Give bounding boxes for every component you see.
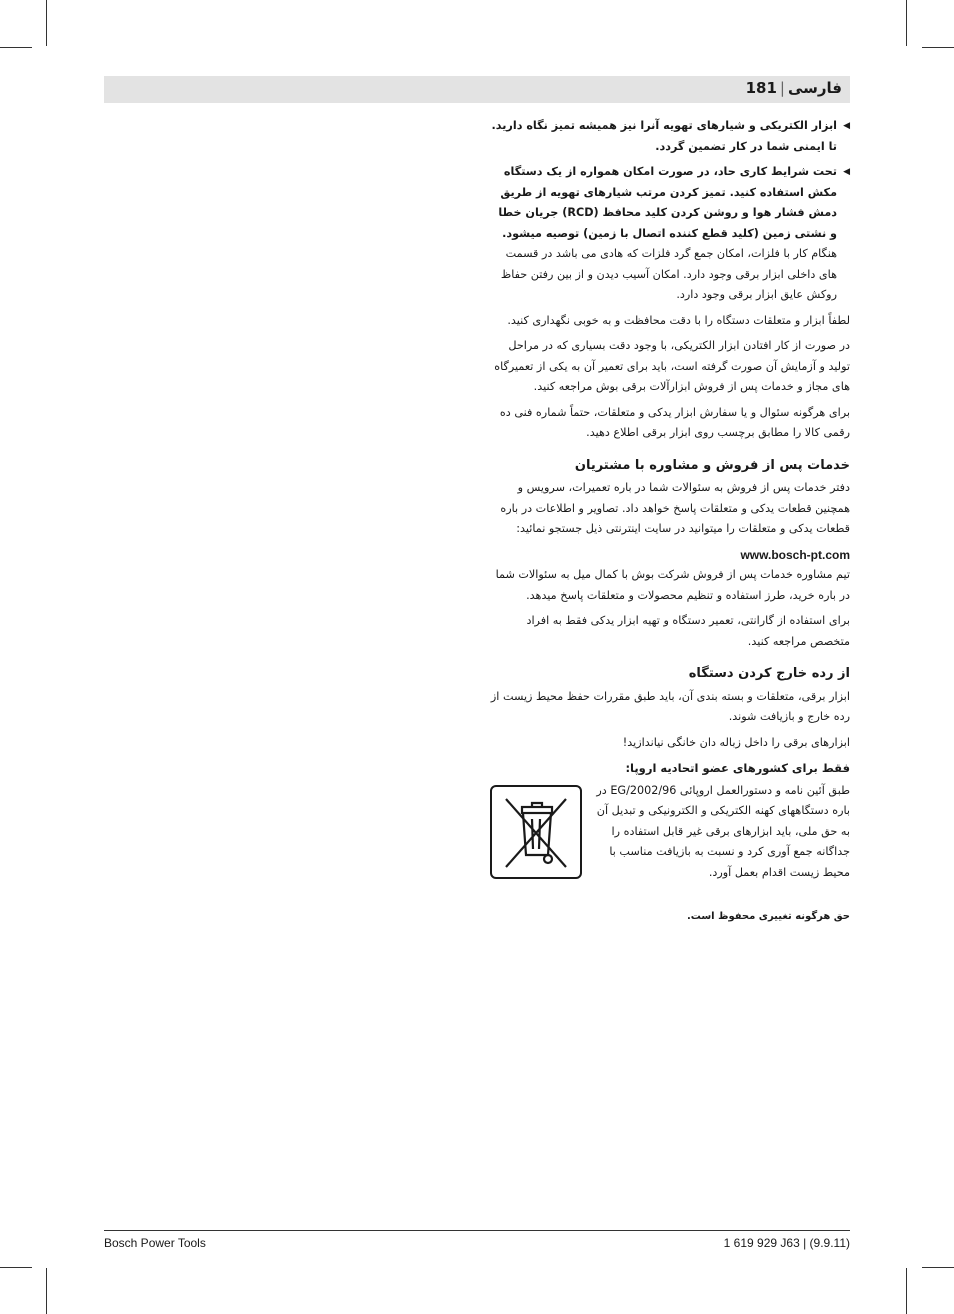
household-waste-warning: ابزارهای برقی را داخل زباله دان خانگی نیاندازید! bbox=[622, 735, 850, 749]
header-label bbox=[746, 79, 842, 97]
bullet-item bbox=[490, 116, 850, 157]
service-heading: خدمات پس از فروش و مشاوره با مشتریان bbox=[574, 457, 850, 473]
page-language: فارسی bbox=[787, 79, 842, 97]
header-separator: | bbox=[779, 79, 785, 97]
disposal-heading: از رده خارج کردن دستگاه bbox=[688, 666, 850, 681]
footer-document-code: 1 619 929 J63 | (9.9.11) bbox=[723, 1236, 850, 1250]
bullet-text: تحت شرایط کاری حاد، در صورت امکان همواره از یک دستگاه مکش استفاده کنید. تمیز کردن مرتب شیارهای تهویه از طریق دمش فشار هوا و روشن کردن کلید محافظ (RCD) جریان خطا و نشتی زمین (کلید قطع کننده اتصال با زمین) توصیه میشود. bbox=[498, 165, 837, 240]
crop-mark bbox=[0, 47, 32, 48]
service-paragraph: دفتر خدمات پس از فروش به سئوالات شما در باره تعمیرات، سرویس و همچنین قطعات یدکی و متعلقات پاسخ خواهد داد. تصاویر و اطلاعات در باره قطعات یدکی و متعلقات را میتوانید در سایت اینترنتی ذیل جستجو نمائید: bbox=[500, 481, 850, 535]
crossed-out-wheelie-bin-icon bbox=[490, 785, 582, 879]
crop-mark bbox=[46, 1268, 47, 1314]
parts-paragraph: برای هرگونه سئوال و یا سفارش ابزار یدکی و متعلقات، حتماً شماره فنی ده رقمی کالا را مطابق برچسب روی ابزار برقی اطلاع دهید. bbox=[499, 405, 850, 439]
eu-directive-text: طبق آئین نامه و دستورالعمل اروپائی 2002/96/EG در باره دستگاههای کهنه الکتریکی و الکترونیکی و تبدیل آن به حق ملی، باید ابزارهای برقی غیر قابل استفاده را جداگانه جمع آوری کرد و نسبت به بازیافت مناسب با محیط زیست اقدام بعمل آورد. bbox=[596, 783, 850, 879]
footer-brand: Bosch Power Tools bbox=[104, 1236, 206, 1250]
page-header bbox=[104, 76, 850, 103]
website-link[interactable]: www.bosch-pt.com bbox=[740, 547, 850, 562]
bullet-item bbox=[490, 162, 850, 306]
disposal-paragraph: ابزار برقی، متعلقات و بسته بندی آن، باید طبق مقررات حفظ محیط زیست از رده خارج و بازیافت شوند. bbox=[490, 689, 850, 723]
warranty-paragraph: برای استفاده از گارانتی، تعمیر دستگاه و تهیه ابزار یدکی فقط به افراد متخصص مراجعه کنید. bbox=[526, 614, 850, 648]
eu-heading: فقط برای کشورهای عضو اتحادیه اروپا: bbox=[625, 761, 850, 775]
page-content bbox=[490, 116, 850, 927]
bullet-text: ابزار الکتریکی و شیارهای تهویه آنرا نیز همیشه تمیز نگاه دارید. تا ایمنی شما در کار تضمین گردد. bbox=[491, 119, 837, 153]
crop-mark bbox=[922, 1267, 954, 1268]
triangle-left-icon: ◀ bbox=[843, 167, 850, 177]
crop-mark bbox=[0, 1267, 32, 1268]
crop-mark bbox=[46, 0, 47, 46]
bullet-note: هنگام کار با فلزات، امکان جمع گرد فلزات که هادی می باشد در قسمت های داخلی ابزار برقی وجود دارد. امکان آسیب دیدن و از بین رفتن حفاظ روکش عایق ابزار برقی وجود دارد. bbox=[500, 247, 837, 301]
crop-mark bbox=[922, 47, 954, 48]
triangle-left-icon: ◀ bbox=[843, 121, 850, 131]
crop-mark bbox=[906, 1268, 907, 1314]
care-paragraph: لطفاً ابزار و متعلقات دستگاه را با دقت محافظت و به خوبی نگهداری کنید. bbox=[507, 313, 850, 327]
advice-paragraph: تیم مشاوره خدمات پس از فروش شرکت بوش با کمال میل به سئوالات شما در باره خرید، طرز استفاده و تنظیم محصولات و متعلقات پاسخ میدهد. bbox=[495, 568, 850, 602]
crop-mark bbox=[906, 0, 907, 46]
page-number: 181 bbox=[745, 79, 777, 97]
repair-paragraph: در صورت از کار افتادن ابزار الکتریکی، با وجود دقت بسیاری که در مراحل تولید و آزمایش آن صورت گرفته است، باید برای تعمیر آن به یکی از تعمیرگاه های مجاز و خدمات پس از فروش ابزارآلات برقی بوش مراجعه کنید. bbox=[494, 339, 850, 393]
rights-reserved-note: حق هرگونه تغییری محفوظ است. bbox=[686, 910, 850, 922]
eu-disposal-block bbox=[490, 781, 850, 891]
footer-divider bbox=[104, 1230, 850, 1231]
